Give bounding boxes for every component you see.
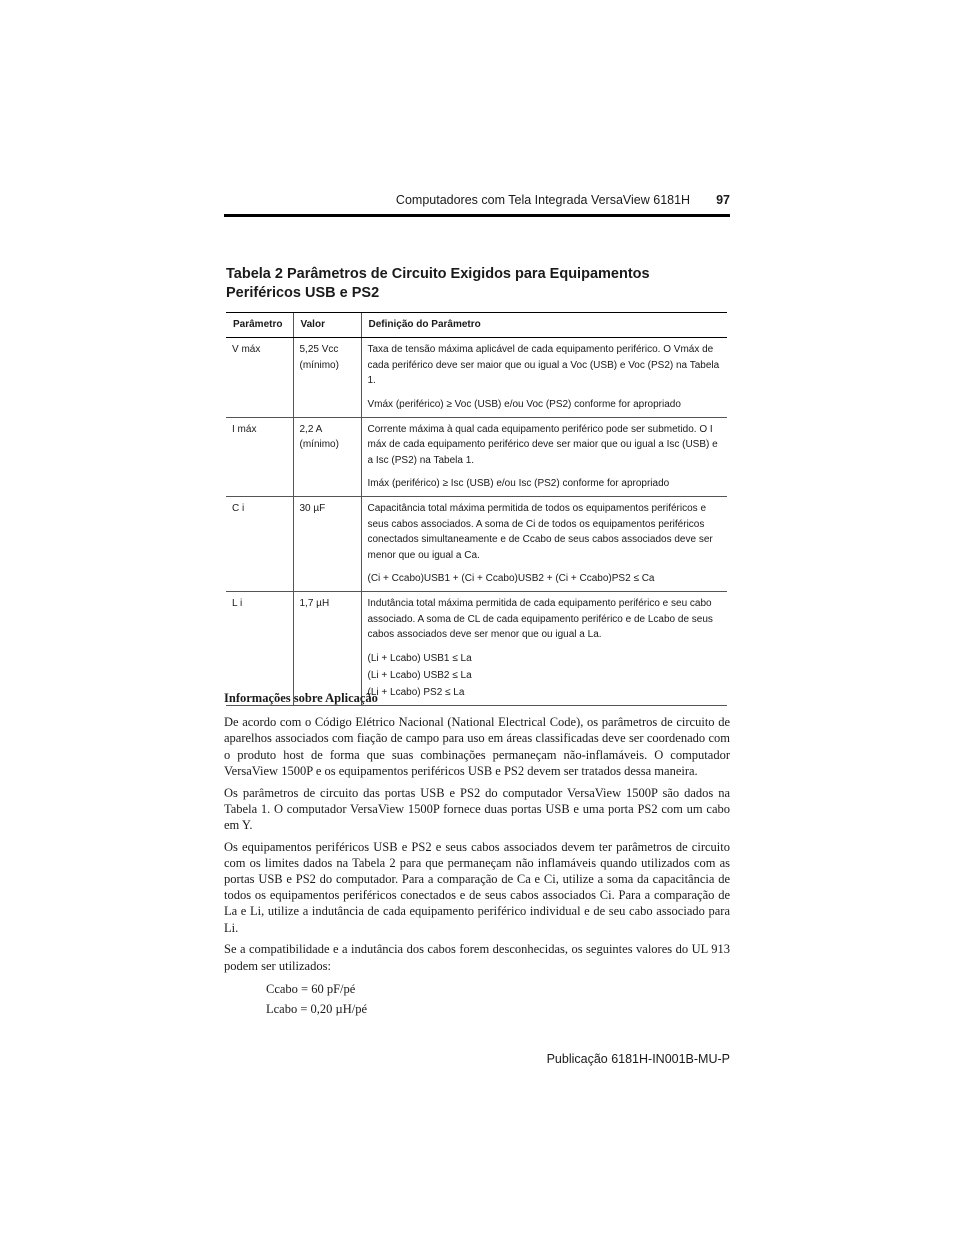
formula [368, 396, 722, 413]
definition-cell [361, 338, 727, 418]
formula-line: (Li + Lcabo) PS2 ≤ La [367, 686, 465, 698]
table-row [226, 338, 727, 418]
formula [368, 475, 722, 492]
table-caption: Tabela 2 Parâmetros de Circuito Exigidos para Equipamentos Periféricos USB e PS2 [226, 266, 650, 301]
definition-cell [361, 497, 727, 592]
value-cell: 30 µF [293, 497, 361, 592]
application-section [224, 690, 730, 1019]
column-header-value: Valor [293, 313, 361, 338]
definition-text: Taxa de tensão máxima aplicável de cada equipamento periférico. O Vmáx de cada periférico deve ser maior que ou igual a Voc (USB) e Voc (PS2) na Tabela 1. [367, 344, 720, 386]
header-rule [224, 214, 730, 217]
value-cell: 5,25 Vcc (mínimo) [293, 338, 361, 418]
formula-line: (Ci + Ccabo)USB1 + (Ci + Ccabo)USB2 + (Ci + Ccabo)PS2 ≤ Ca [367, 573, 655, 584]
section-heading: Informações sobre Aplicação [224, 691, 378, 705]
param-cell: C i [226, 497, 293, 592]
paragraph: Se a compatibilidade e a indutância dos cabos forem desconhecidas, os seguintes valores do UL 913 podem ser utilizados: [224, 942, 730, 973]
running-header [224, 193, 730, 207]
formula-line: (Li + Lcabo) USB1 ≤ La [367, 652, 472, 664]
value-cell: 2,2 A (mínimo) [293, 417, 361, 497]
publication-footer: Publicação 6181H-IN001B-MU-P [546, 1052, 730, 1066]
parameters-table [226, 312, 727, 706]
formula [368, 570, 722, 587]
table-row [226, 497, 727, 592]
cable-capacitance-value: Ccabo = 60 pF/pé [266, 982, 356, 997]
table-header-row [226, 313, 727, 338]
definition-cell [361, 417, 727, 497]
paragraph: De acordo com o Código Elétrico Nacional (National Electrical Code), os parâmetros de circuito de aparelhos associados com fiação de campo para uso em áreas classificadas deve ser coordenado com o produto host de forma que suas combinações permaneçam não-inflamáveis. O computador VersaView 1500P e os equipamentos periféricos USB e PS2 devem ser tratados dessa maneira. [224, 715, 730, 778]
formula-line: Vmáx (periférico) ≥ Voc (USB) e/ou Voc (PS2) conforme for apropriado [367, 398, 681, 410]
definition-cell [361, 592, 727, 706]
cable-inductance-value: Lcabo = 0,20 µH/pé [266, 1002, 368, 1017]
definition-text: Corrente máxima à qual cada equipamento periférico pode ser submetido. O I máx de cada equipamento periférico deve ser maior que ou igual a Isc (USB) e a Isc (PS2) na Tabela 1. [367, 423, 718, 466]
param-cell: I máx [226, 417, 293, 497]
table-row [226, 592, 727, 706]
formula-line: (Li + Lcabo) USB2 ≤ La [367, 669, 472, 681]
value-cell: 1,7 µH [293, 592, 361, 706]
column-header-definition: Definição do Parâmetro [361, 313, 727, 338]
definition-text: Capacitância total máxima permitida de todos os equipamentos periféricos e seus cabos associados. A soma de Ci de todos os equipamentos periféricos conectados simultaneamente e de Ccabo de seus cabos associados deve ser menor que ou igual a Ca. [367, 503, 713, 561]
table-row [226, 417, 727, 497]
formula-line: Imáx (periférico) ≥ Isc (USB) e/ou Isc (PS2) conforme for apropriado [367, 478, 670, 489]
paragraph: Os parâmetros de circuito das portas USB e PS2 do computador VersaView 1500P são dados na Tabela 1. O computador VersaView 1500P fornece duas portas USB e uma porta PS2 com um cabo em Y. [224, 785, 730, 832]
page-number: 97 [716, 193, 730, 207]
paragraph: Os equipamentos periféricos USB e PS2 e seus cabos associados devem ter parâmetros de circuito com os limites dados na Tabela 2 para que permaneçam não inflamáveis quando utilizados com as portas USB e PS2 do computador. Para a comparação de Ca e Ci, utilize a soma da capacitância de todos os equipamentos periféricos conectados e de seus cabos associados Ci. Para a comparação de La e Li, utilize a indutância de cada equipamento periférico individual e de seu cabo associado para Li. [224, 839, 730, 935]
header-title: Computadores com Tela Integrada VersaView 6181H [395, 193, 691, 207]
column-header-parameter: Parâmetro [226, 313, 293, 338]
definition-text: Indutância total máxima permitida de cada equipamento periférico e seu cabo associado. A soma de CL de cada equipamento periférico e de Lcabo de seus cabos associados deve ser menor que ou igual a La. [367, 598, 713, 640]
param-cell: V máx [226, 338, 293, 418]
param-cell: L i [226, 592, 293, 706]
